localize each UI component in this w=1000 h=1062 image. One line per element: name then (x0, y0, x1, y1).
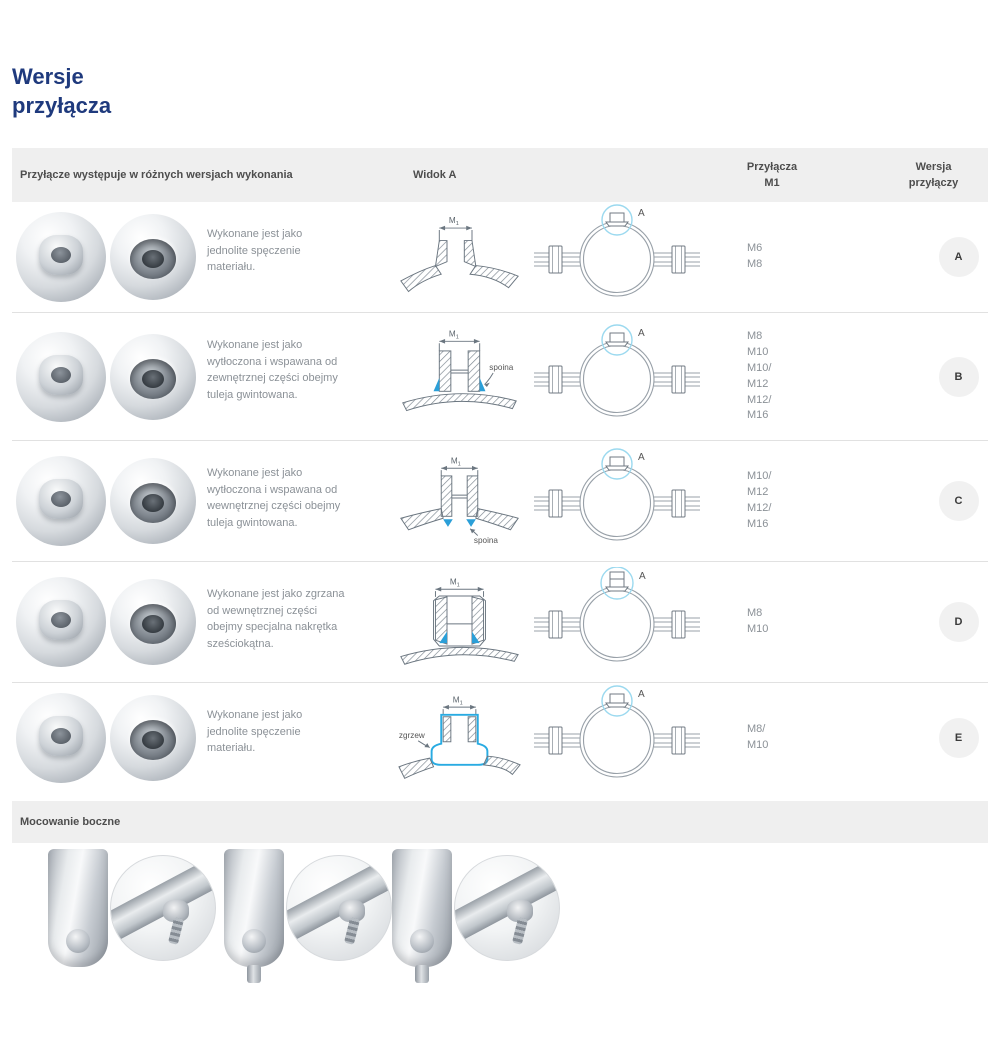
version-badge: D (939, 602, 979, 642)
header-executions: Przyłącze występuje w różnych wersjach wykonania (20, 169, 293, 182)
product-photo (16, 212, 106, 302)
weld-mark (466, 519, 476, 527)
tall-nut-top (610, 572, 624, 579)
weld-label: spoina (489, 363, 514, 373)
page-title-line2: przyłącza (12, 93, 112, 119)
zoom-detail-photo (286, 855, 392, 961)
version-badge: E (939, 718, 979, 758)
product-photo (110, 214, 196, 300)
row-description: Wykonane jest jako zgrzana od wewnętrznej części obejmy specjalna nakrętka sześciokątna. (207, 588, 345, 650)
m1-values: M8/ M10 (747, 723, 769, 752)
product-photos (12, 693, 207, 783)
clamp-diagram (522, 202, 717, 312)
version-cell (877, 357, 988, 397)
product-photos (12, 332, 207, 422)
weld-label: spoina (473, 535, 498, 545)
m1-values: M10/ M12 M12/ M16 (747, 470, 772, 530)
bolt-head (66, 929, 90, 953)
row-description: Wykonane jest jako jednolite spęczenie materiału. (207, 709, 303, 755)
cross-section-diagram (397, 207, 522, 307)
version-cell (877, 481, 988, 521)
dimension-label: $M_1$ (448, 216, 459, 228)
protruding-stud (247, 965, 261, 983)
table-row-b (12, 313, 988, 441)
clamp-svg-c (522, 446, 712, 551)
side-mount-photos (12, 847, 988, 1027)
cross-section-diagram (397, 447, 522, 556)
threaded-hole-detail (130, 239, 176, 279)
hex-bolt-head (410, 929, 434, 953)
zoom-detail-photo (454, 855, 560, 961)
threaded-hole-detail (130, 359, 176, 399)
page-title-line1: Wersje (12, 64, 84, 89)
clamp-svg-e (522, 683, 712, 788)
clamp-diagram (522, 683, 717, 793)
product-photos (12, 212, 207, 302)
clamp-diagram (522, 322, 717, 432)
m1-values: M8 M10 M10/ M12 M12/ M16 (747, 329, 772, 422)
product-photo (16, 693, 106, 783)
welded-sleeve-detail (39, 355, 83, 395)
clamp-svg-b (522, 322, 712, 427)
row-description: Wykonane jest jako jednolite spęczenie materiału. (207, 228, 303, 274)
row-description: Wykonane jest jako wytłoczona i wspawana od zewnętrznej części obejmy tuleja gwintowana. (207, 339, 338, 401)
header-view-a: Widok A (413, 169, 457, 182)
view-a-label: A (639, 571, 646, 583)
product-photo (16, 577, 106, 667)
product-photo (110, 695, 196, 781)
version-badge: C (939, 481, 979, 521)
welded-cap-outline (432, 714, 488, 764)
weld-mark (443, 519, 453, 527)
upset-nut-detail (39, 235, 83, 275)
weld-label: zgrzew (398, 730, 425, 740)
view-a-label: A (638, 689, 645, 701)
table-row-d (12, 562, 988, 683)
cross-section-diagram (397, 568, 522, 677)
page-title (12, 62, 988, 120)
side-mount-header (12, 801, 988, 843)
threaded-hole-detail (130, 483, 176, 523)
cross-section-diagram (397, 320, 522, 433)
product-photo (16, 456, 106, 546)
clamp-svg-d (522, 567, 712, 672)
m1-values: M6 M8 (747, 242, 763, 271)
product-photo (110, 334, 196, 420)
upset-nut-detail (39, 716, 83, 756)
table-row-e (12, 683, 988, 793)
cross-section-svg-b (397, 320, 522, 428)
side-mount-label: Mocowanie boczne (20, 816, 121, 829)
cross-section-svg-a (397, 207, 522, 302)
dimension-label: $M_1$ (448, 329, 459, 341)
table-header (12, 148, 988, 202)
dimension-label: $M_1$ (452, 694, 463, 706)
view-a-label: A (638, 208, 645, 220)
weld-mark (434, 378, 440, 391)
countersunk-hole-detail (130, 720, 176, 760)
protruding-stud (415, 965, 429, 983)
table-row-c (12, 441, 988, 562)
cross-section-svg-d (397, 568, 522, 672)
hex-nut-detail (39, 600, 83, 640)
clamp-svg-a (522, 202, 712, 307)
page (0, 62, 1000, 1027)
version-badge: A (939, 237, 979, 277)
cross-section-svg-e (397, 686, 522, 786)
header-connection-m1: Przyłącza M1 (746, 160, 798, 190)
dimension-label: $M_1$ (449, 576, 460, 588)
clamp-strap-photo (48, 849, 108, 967)
side-mount-photo-pair (224, 849, 394, 999)
version-badge: B (939, 357, 979, 397)
zoom-detail-photo (110, 855, 216, 961)
view-a-label: A (638, 452, 645, 464)
clamp-diagram (522, 567, 717, 677)
cross-section-svg-c (397, 447, 522, 551)
table-row-a (12, 202, 988, 313)
side-mount-photo-pair (48, 849, 218, 999)
clamp-diagram (522, 446, 717, 556)
side-mount-photo-pair (392, 849, 562, 999)
bolt-head (242, 929, 266, 953)
view-a-label: A (638, 327, 645, 339)
clamp-strap-photo (392, 849, 452, 967)
welded-sleeve-detail (39, 479, 83, 519)
product-photo (16, 332, 106, 422)
version-cell (877, 718, 988, 758)
cross-section-diagram (397, 686, 522, 791)
header-version: Wersja przyłączy (908, 160, 959, 190)
dimension-label: $M_1$ (450, 455, 461, 467)
clamp-strap-photo (224, 849, 284, 967)
version-cell (877, 602, 988, 642)
product-photos (12, 577, 207, 667)
product-photo (110, 458, 196, 544)
version-cell (877, 237, 988, 277)
product-photo (110, 579, 196, 665)
m1-values: M8 M10 (747, 607, 769, 636)
threaded-hole-detail (130, 604, 176, 644)
product-photos (12, 456, 207, 546)
row-description: Wykonane jest jako wytłoczona i wspawana od wewnętrznej części obejmy tuleja gwintowana. (207, 467, 341, 529)
